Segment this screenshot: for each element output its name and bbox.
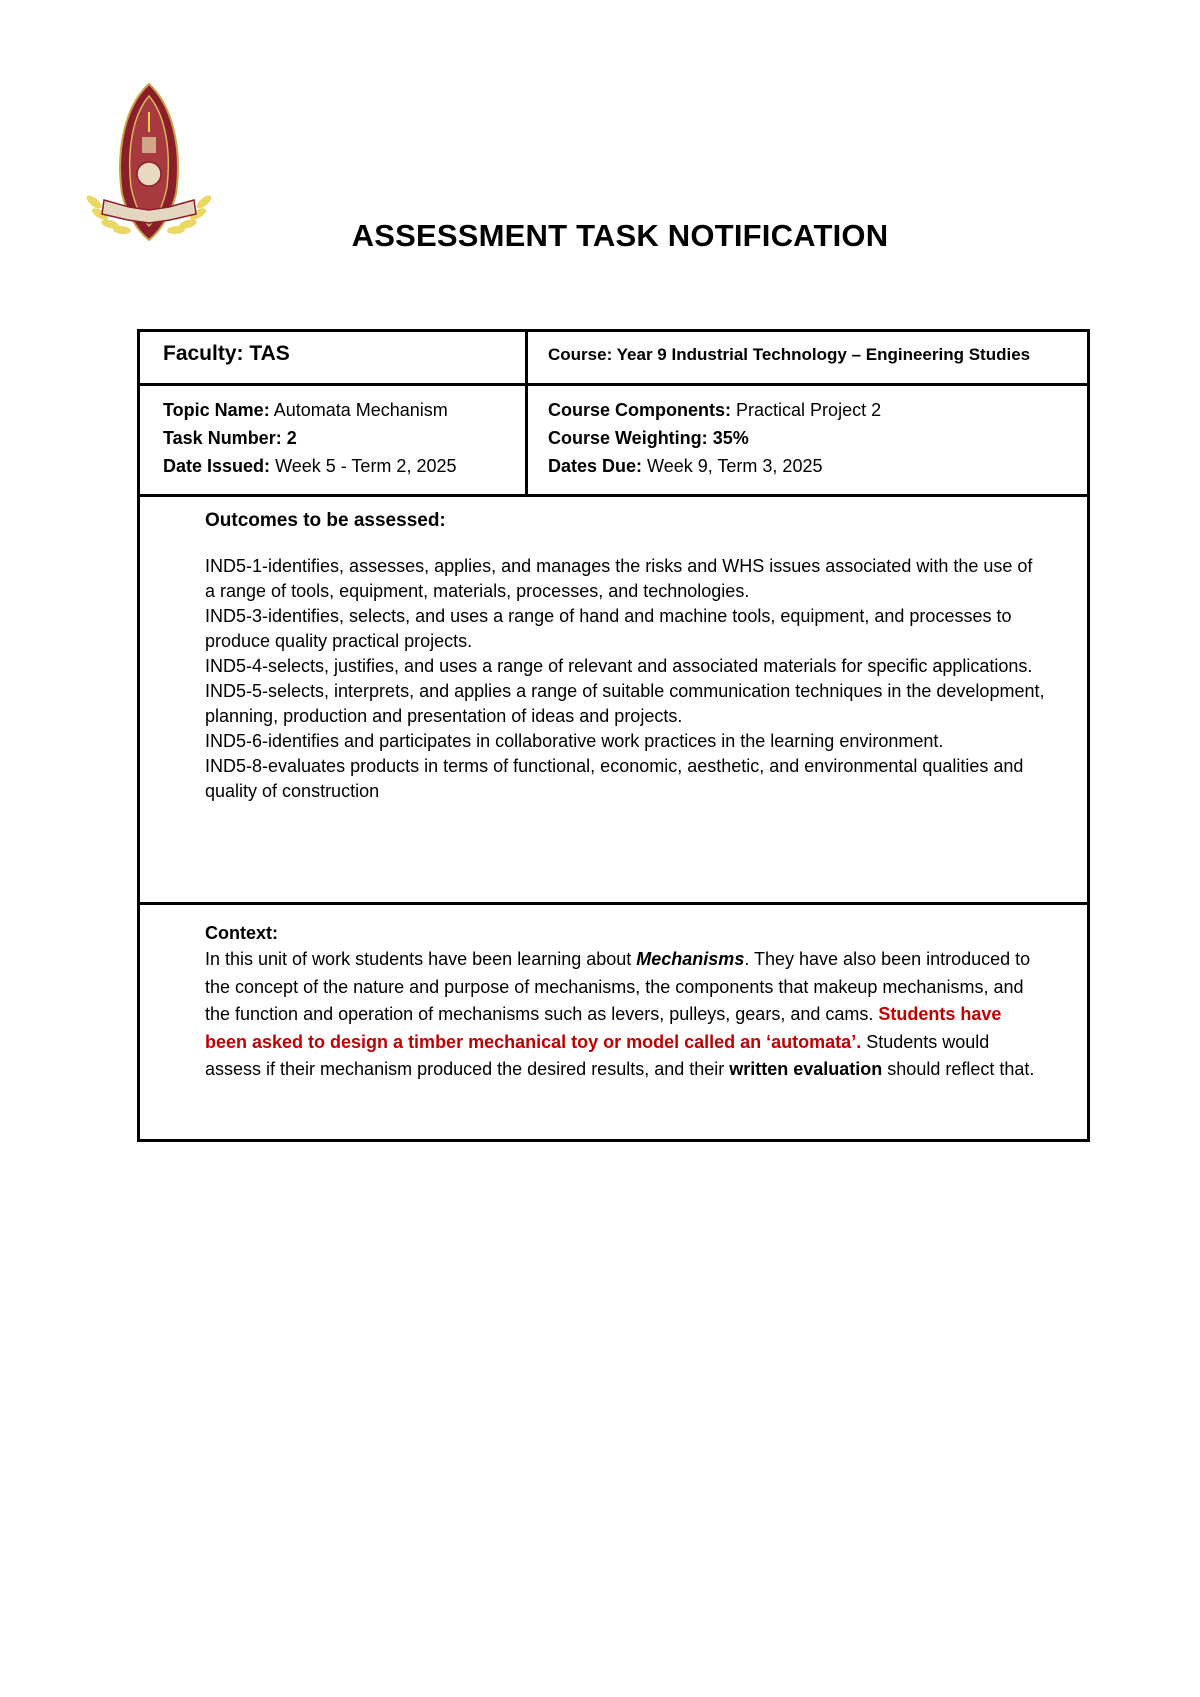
table-divider <box>140 383 1087 386</box>
context-text: In this unit of work students have been learning about <box>205 949 637 969</box>
course-label: Course: <box>548 345 613 364</box>
topic-value: Automata Mechanism <box>273 400 448 420</box>
outcome-item: IND5-6-identifies and participates in collaborative work practices in the learning environment. <box>205 731 944 751</box>
context-emphasis: Mechanisms <box>636 949 745 969</box>
course-value: Year 9 Industrial Technology – Engineering Studies <box>616 345 1031 364</box>
date-issued-value: Week 5 - Term 2, 2025 <box>275 456 457 476</box>
faculty-value: TAS <box>249 342 290 365</box>
task-number-value: 2 <box>286 428 297 448</box>
outcome-item: IND5-1-identifies, assesses, applies, and manages the risks and WHS issues associated with the use of a range of tools, equipment, materials, processes, and technologies. <box>205 556 1033 601</box>
topic-label: Topic Name: <box>163 400 270 420</box>
faculty-cell <box>163 342 513 380</box>
table-divider <box>525 332 528 497</box>
outcomes-list <box>205 554 1045 804</box>
course-cell <box>548 345 1088 381</box>
context-paragraph <box>205 946 1045 1084</box>
outcome-item: IND5-8-evaluates products in terms of functional, economic, aesthetic, and environmental qualities and quality of construction <box>205 756 1024 801</box>
date-issued-label: Date Issued: <box>163 456 271 476</box>
weighting-line <box>548 424 1088 452</box>
context-title: Context: <box>205 923 278 943</box>
context-cell <box>205 923 1045 1084</box>
components-line <box>548 396 1088 424</box>
assessment-info-table <box>137 329 1090 1142</box>
outcomes-title: Outcomes to be assessed: <box>205 510 446 531</box>
faculty-label: Faculty: <box>163 342 244 365</box>
date-issued-line <box>163 452 523 480</box>
table-divider <box>140 494 1087 497</box>
context-text: . They have also been introduced to the concept of the nature and purpose of mechanisms, the components that makeup mechanisms, and the function and operation of mechanisms such as levers, pulleys, gears, and cams. <box>205 949 1031 1024</box>
outcome-item: IND5-5-selects, interprets, and applies a range of suitable communication techniques in the development, planning, production and presentation of ideas and projects. <box>205 681 1045 726</box>
weighting-label: Course Weighting: <box>548 428 708 448</box>
outcomes-cell <box>205 510 1045 804</box>
outcome-item: IND5-3-identifies, selects, and uses a range of hand and machine tools, equipment, and processes to produce quality practical projects. <box>205 606 1012 651</box>
context-text: should reflect that. <box>882 1059 1035 1079</box>
page-title: ASSESSMENT TASK NOTIFICATION <box>351 218 889 253</box>
course-details-cell <box>548 396 1088 480</box>
components-label: Course Components: <box>548 400 732 420</box>
due-line <box>548 452 1088 480</box>
context-bold-phrase: written evaluation <box>729 1059 883 1079</box>
task-details-cell <box>163 396 523 480</box>
due-value: Week 9, Term 3, 2025 <box>647 456 823 476</box>
table-divider <box>140 902 1087 905</box>
task-number-line <box>163 424 523 452</box>
weighting-value: 35% <box>712 428 749 448</box>
components-value: Practical Project 2 <box>736 400 882 420</box>
outcome-item: IND5-4-selects, justifies, and uses a range of relevant and associated materials for specific applications. <box>205 656 1033 676</box>
context-highlight: Students have been asked to design a timber mechanical toy or model called an ‘automata’. <box>205 1004 1002 1052</box>
context-text: Students would assess if their mechanism produced the desired results, and their <box>205 1031 990 1079</box>
topic-line <box>163 396 523 424</box>
due-label: Dates Due: <box>548 456 643 476</box>
task-number-label: Task Number: <box>163 428 282 448</box>
